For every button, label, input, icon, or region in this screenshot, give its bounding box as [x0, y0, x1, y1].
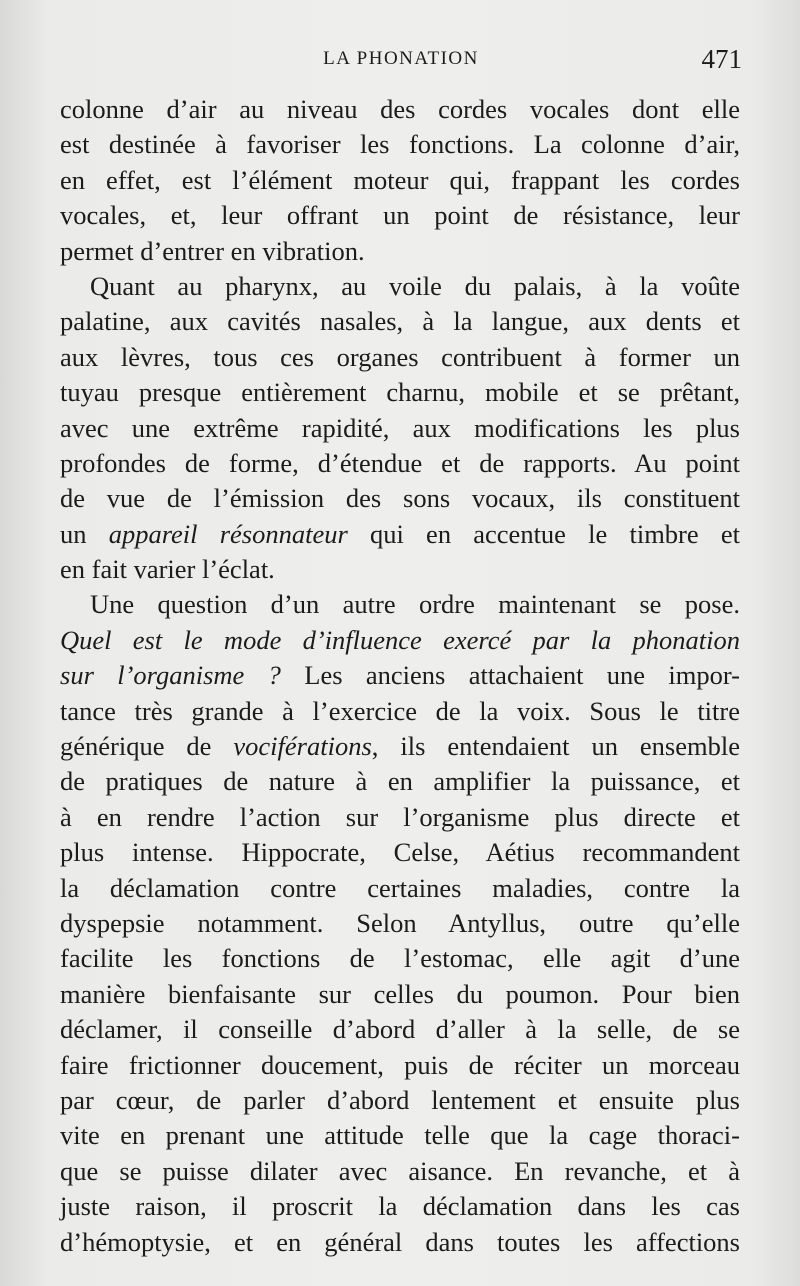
text-line [60, 764, 740, 799]
text-segment: d’hémoptysie, et en général dans toutes les affections [60, 1226, 740, 1257]
text-segment: juste raison, il proscrit la déclamation dans les cas [60, 1191, 740, 1222]
text-line [60, 1118, 740, 1153]
text-line [60, 1012, 740, 1047]
text-segment: en effet, est l’élément moteur qui, frappant les cordes [60, 164, 740, 195]
text-segment: facilite les fonctions de l’estomac, elle agit d’une [60, 943, 740, 974]
text-segment: plus intense. Hippocrate, Celse, Aétius recommandent [60, 837, 740, 868]
text-line [60, 340, 740, 375]
text-segment: Les anciens attachaient une impor- [280, 660, 741, 691]
text-line [60, 835, 740, 870]
text-line [60, 906, 740, 941]
text-line [60, 375, 740, 410]
text-line [60, 481, 740, 516]
text-segment: colonne d’air au niveau des cordes vocales dont elle [60, 94, 740, 124]
text-segment: à en rendre l’action sur l’organisme plus directe et [60, 801, 740, 832]
text-segment: Quant au pharynx, au voile du palais, à la voûte [90, 270, 740, 301]
text-segment: tance très grande à l’exercice de la voix. Sous le titre [60, 695, 740, 726]
text-line [60, 587, 740, 622]
text-segment: de vue de l’émission des sons vocaux, ils constituent [60, 483, 740, 514]
text-segment: la déclamation contre certaines maladies, contre la [60, 872, 740, 903]
text-line [60, 92, 740, 127]
text-line [60, 871, 740, 906]
text-segment: un [60, 518, 109, 549]
text-line [60, 658, 740, 693]
text-line [60, 977, 740, 1012]
text-segment: palatine, aux cavités nasales, à la langue, aux dents et [60, 306, 740, 337]
text-segment: , ils entendaient un ensemble [371, 731, 740, 762]
text-line [60, 198, 740, 233]
running-title: LA PHONATION [323, 48, 479, 69]
italic-text-segment: Quel est le mode d’influence exercé par la phonation [60, 624, 740, 655]
text-segment: déclamer, il conseille d’abord d’aller à la selle, de se [60, 1014, 740, 1045]
italic-text-segment: appareil résonnateur [108, 518, 348, 549]
text-line [60, 234, 740, 269]
page-header [60, 44, 742, 80]
text-line [60, 1048, 740, 1083]
text-segment: de pratiques de nature à en amplifier la puissance, et [60, 766, 740, 797]
text-segment: générique de [60, 731, 234, 762]
text-segment: tuyau presque entièrement charnu, mobile et se prêtant, [60, 377, 740, 408]
text-line [60, 800, 740, 835]
text-line [60, 623, 740, 658]
page-number: 471 [701, 44, 742, 74]
text-segment: est destinée à favoriser les fonctions. La colonne d’air, [60, 129, 740, 160]
text-line [60, 304, 740, 339]
text-segment: que se puisse dilater avec aisance. En revanche, et à [60, 1155, 740, 1186]
text-line [60, 1225, 740, 1260]
text-segment: manière bienfaisante sur celles du poumon. Pour bien [60, 978, 740, 1009]
text-line [60, 1154, 740, 1189]
text-line [60, 1189, 740, 1224]
text-segment: vocales, et, leur offrant un point de résistance, leur [60, 200, 740, 231]
text-line [60, 729, 740, 764]
text-line [60, 269, 740, 304]
body-text [60, 92, 740, 1260]
text-segment: permet d’entrer en vibration. [60, 235, 365, 266]
text-segment: faire frictionner doucement, puis de réciter un morceau [60, 1049, 740, 1080]
text-segment: qui en accentue le timbre et [347, 518, 740, 549]
italic-text-segment: vociférations [233, 731, 372, 762]
text-line [60, 694, 740, 729]
text-segment: en fait varier l’éclat. [60, 554, 275, 585]
text-line [60, 517, 740, 552]
italic-text-segment: sur l’organisme ? [60, 660, 281, 691]
text-segment: par cœur, de parler d’abord lentement et ensuite plus [60, 1084, 740, 1115]
text-line [60, 552, 740, 587]
text-line [60, 163, 740, 198]
text-line [60, 1083, 740, 1118]
text-segment: aux lèvres, tous ces organes contribuent à former un [60, 341, 740, 372]
text-segment: Une question d’un autre ordre maintenant se pose. [90, 589, 740, 620]
text-line [60, 127, 740, 162]
text-line [60, 446, 740, 481]
text-line [60, 941, 740, 976]
text-segment: dyspepsie notamment. Selon Antyllus, outre qu’elle [60, 907, 740, 938]
text-segment: avec une extrême rapidité, aux modifications les plus [60, 412, 740, 443]
text-line [60, 411, 740, 446]
text-segment: profondes de forme, d’étendue et de rapports. Au point [60, 447, 740, 478]
text-segment: vite en prenant une attitude telle que la cage thoraci- [60, 1120, 740, 1151]
